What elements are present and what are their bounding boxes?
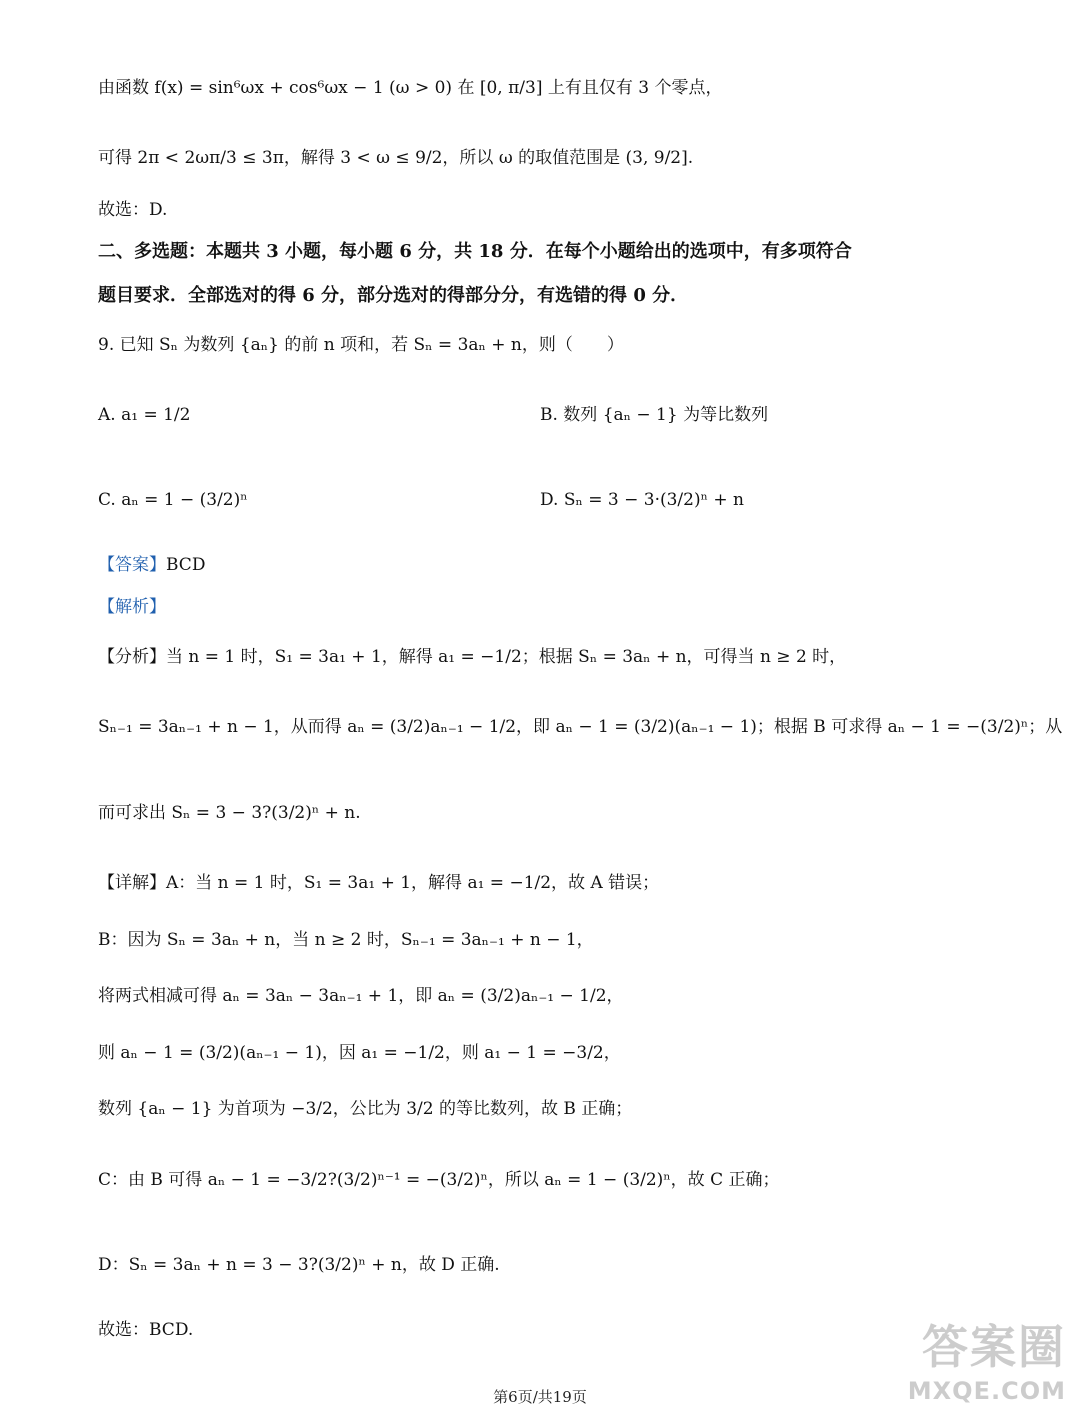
section-heading-1: 二、多选题：本题共 3 小题，每小题 6 分，共 18 分．在每个小题给出的选项中，有多项符合 xyxy=(98,241,852,262)
analysis-line-1: 【分析】当 n = 1 时，S₁ = 3a₁ + 1，解得 a₁ = −1/2；根据 Sₙ = 3aₙ + n，可得当 n ≥ 2 时， xyxy=(98,647,847,667)
detail-line-6: C：由 B 可得 aₙ − 1 = −3/2?(3/2)ⁿ⁻¹ = −(3/2)ⁿ，所以 aₙ = 1 − (3/2)ⁿ，故 C 正确； xyxy=(98,1170,780,1190)
question-9: 9. 已知 Sₙ 为数列 {aₙ} 的前 n 项和，若 Sₙ = 3aₙ + n，则（ ） xyxy=(98,335,624,355)
solution-line-2: 可得 2π < 2ωπ/3 ≤ 3π，解得 3 < ω ≤ 9/2，所以 ω 的取值范围是 (3, 9/2]. xyxy=(98,148,694,168)
option-b: B. 数列 {aₙ − 1} 为等比数列 xyxy=(540,405,769,425)
option-c: C. aₙ = 1 − (3/2)ⁿ xyxy=(98,490,248,510)
detail-line-7: D：Sₙ = 3aₙ + n = 3 − 3?(3/2)ⁿ + n，故 D 正确. xyxy=(98,1255,500,1275)
solution-line-1: 由函数 f(x) = sin⁶ωx + cos⁶ωx − 1 (ω > 0) 在 [0, π/3] 上有且仅有 3 个零点， xyxy=(98,78,723,98)
detail-line-5: 数列 {aₙ − 1} 为首项为 −3/2，公比为 3/2 的等比数列，故 B 正确； xyxy=(98,1099,633,1119)
answer-line xyxy=(98,555,205,575)
answer-tag: 【答案】 xyxy=(98,555,166,575)
watermark-logo xyxy=(908,1311,1066,1405)
detail-line-3: 将两式相减可得 aₙ = 3aₙ − 3aₙ₋₁ + 1，即 aₙ = (3/2)aₙ₋₁ − 1/2， xyxy=(98,986,624,1006)
solution-choice: 故选：D. xyxy=(98,200,168,220)
watermark-text: 答案圈 xyxy=(922,1320,1066,1374)
option-a: A. a₁ = 1/2 xyxy=(98,405,191,425)
final-choice: 故选：BCD. xyxy=(98,1320,194,1340)
option-d: D. Sₙ = 3 − 3·(3/2)ⁿ + n xyxy=(540,490,744,510)
page-footer: 第6页/共19页 xyxy=(493,1388,587,1406)
detail-line-2: B：因为 Sₙ = 3aₙ + n，当 n ≥ 2 时，Sₙ₋₁ = 3aₙ₋₁ + n − 1， xyxy=(98,930,594,950)
detail-line-4: 则 aₙ − 1 = (3/2)(aₙ₋₁ − 1)，因 a₁ = −1/2，则 a₁ − 1 = −3/2， xyxy=(98,1043,621,1063)
analysis-line-2: Sₙ₋₁ = 3aₙ₋₁ + n − 1，从而得 aₙ = (3/2)aₙ₋₁ − 1/2，即 aₙ − 1 = (3/2)(aₙ₋₁ − 1)；根据 B 可求得 aₙ − 1 = −(3/2)ⁿ；从 xyxy=(98,717,1063,737)
analysis-tag: 【解析】 xyxy=(98,597,166,617)
section-heading-2: 题目要求．全部选对的得 6 分，部分选对的得部分分，有选错的得 0 分． xyxy=(98,285,689,306)
analysis-line-3: 而可求出 Sₙ = 3 − 3?(3/2)ⁿ + n. xyxy=(98,803,361,823)
detail-line-1: 【详解】A：当 n = 1 时，S₁ = 3a₁ + 1，解得 a₁ = −1/2，故 A 错误； xyxy=(98,873,660,893)
answer-value: BCD xyxy=(166,555,206,575)
watermark-url: MXQE.COM xyxy=(907,1377,1066,1405)
